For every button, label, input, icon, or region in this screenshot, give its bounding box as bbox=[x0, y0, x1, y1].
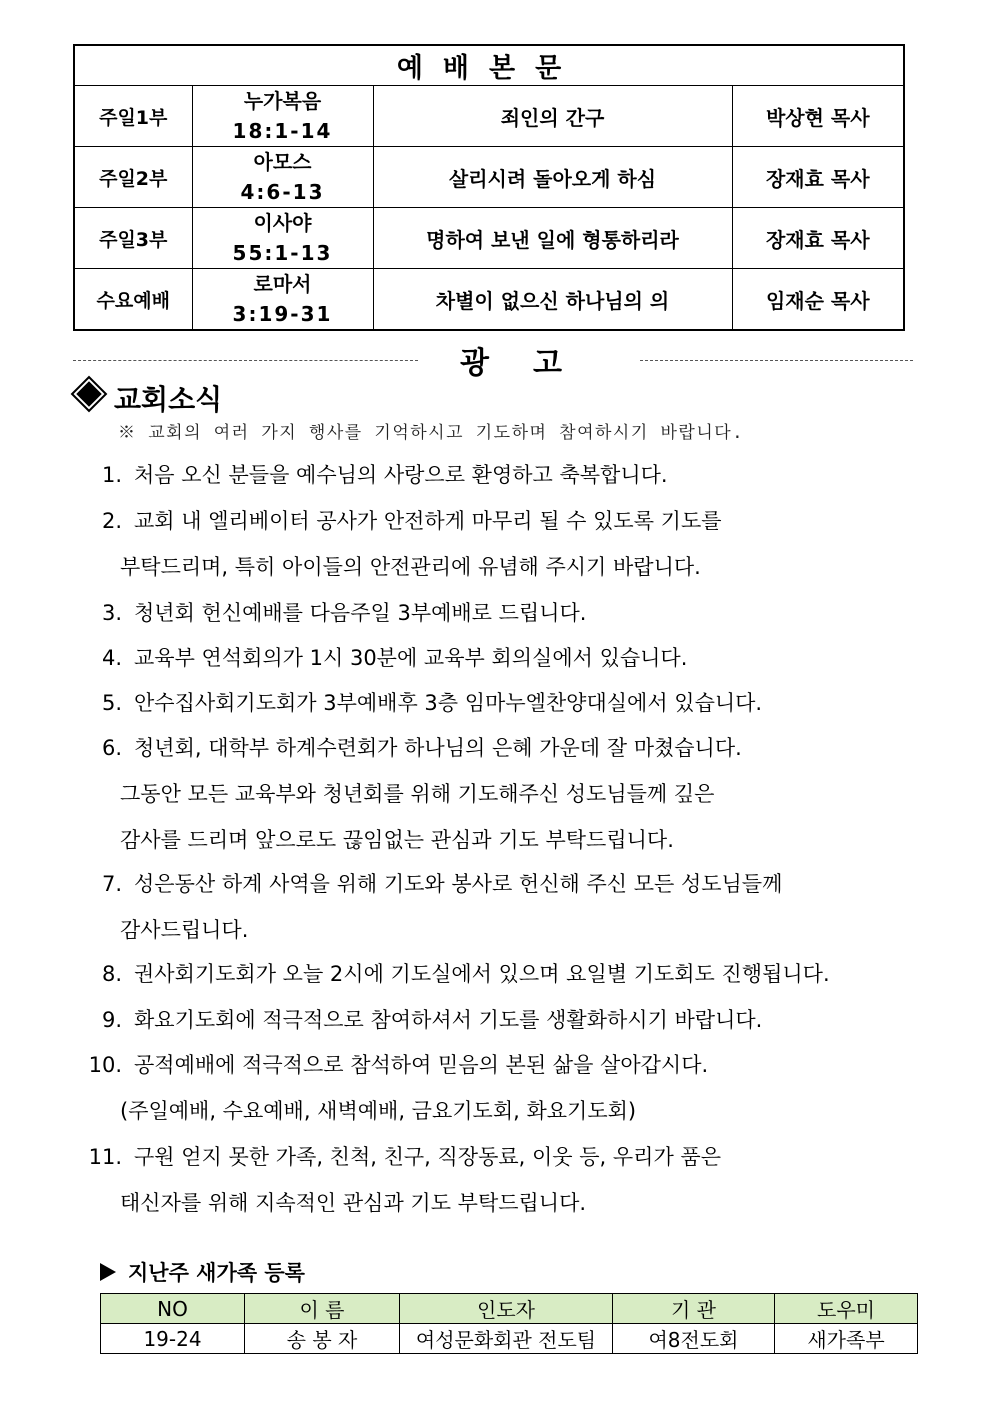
preacher: 장재효 목사 bbox=[732, 147, 904, 208]
notice-text: 청년회, 대학부 하계수련회가 하나님의 은혜 가운데 잘 마쳤습니다. bbox=[134, 736, 742, 760]
notice-number: 3. bbox=[101, 601, 122, 625]
sermon-title: 살리시려 돌아오게 하심 bbox=[373, 147, 732, 208]
notice-text-cont: 감사를 드리며 앞으로도 끊임없는 관심과 기도 부탁드립니다. bbox=[120, 828, 674, 852]
sermon-title: 죄인의 간구 bbox=[373, 86, 732, 147]
notice-text: 공적예배에 적극적으로 참석하여 믿음의 본된 삶을 살아갑시다. bbox=[134, 1053, 709, 1077]
scripture bbox=[192, 208, 373, 269]
notice-item bbox=[72, 951, 902, 997]
worship-title: 예배본문 bbox=[74, 45, 904, 86]
notice-number: 7. bbox=[101, 872, 122, 896]
scripture-ref: 4:6-13 bbox=[240, 180, 325, 204]
preacher: 박상현 목사 bbox=[732, 86, 904, 147]
scripture-ref: 18:1-14 bbox=[232, 119, 333, 143]
notice-number: 6. bbox=[101, 736, 122, 760]
scripture bbox=[192, 86, 373, 147]
notice-number: 4. bbox=[101, 646, 122, 670]
notice-text: 교회 내 엘리베이터 공사가 안전하게 마무리 될 수 있도록 기도를 bbox=[134, 509, 722, 533]
header-cell: NO bbox=[101, 1294, 245, 1324]
ads-title: 광고 bbox=[460, 346, 606, 381]
section-title bbox=[78, 378, 222, 418]
notice-item bbox=[72, 452, 902, 498]
table-cell: 여8전도회 bbox=[613, 1324, 775, 1354]
worship-row bbox=[74, 208, 904, 269]
scripture-book: 이사야 bbox=[253, 211, 312, 235]
notice-text-cont: 태신자를 위해 지속적인 관심과 기도 부탁드립니다. bbox=[120, 1191, 587, 1215]
new-family-title-text: 지난주 새가족 등록 bbox=[128, 1261, 305, 1285]
notice-text-cont: 부탁드리며, 특히 아이들의 안전관리에 유념해 주시기 바랍니다. bbox=[120, 555, 701, 579]
table-cell: 여성문화회관 전도팀 bbox=[400, 1324, 613, 1354]
notice-number: 10. bbox=[88, 1053, 122, 1077]
notice-item bbox=[72, 997, 902, 1043]
table-cell: 19-24 bbox=[101, 1324, 245, 1354]
table-row bbox=[101, 1324, 918, 1354]
header-cell: 도우미 bbox=[775, 1294, 918, 1324]
notice-item bbox=[72, 1042, 902, 1134]
scripture-ref: 3:19-31 bbox=[232, 302, 333, 326]
header-cell: 인도자 bbox=[400, 1294, 613, 1324]
preacher: 장재효 목사 bbox=[732, 208, 904, 269]
header-cell: 기 관 bbox=[613, 1294, 775, 1324]
notice-number: 9. bbox=[101, 1008, 122, 1032]
table-header-row bbox=[101, 1294, 918, 1324]
table-cell: 송 봉 자 bbox=[245, 1324, 400, 1354]
notice-text: 청년회 헌신예배를 다음주일 3부예배로 드립니다. bbox=[134, 601, 587, 625]
new-family-table bbox=[100, 1293, 918, 1354]
ads-header bbox=[73, 338, 913, 381]
notice-text: 권사회기도회가 오늘 2시에 기도실에서 있으며 요일별 기도회도 진행됩니다. bbox=[134, 962, 830, 986]
sermon-title: 차별이 없으신 하나님의 의 bbox=[373, 269, 732, 331]
notice-number: 11. bbox=[88, 1145, 122, 1169]
section-note: ※ 교회의 여러 가지 행사를 기억하시고 기도하며 참여하시기 바랍니다. bbox=[118, 423, 744, 443]
notice-item bbox=[72, 725, 902, 863]
notice-text-cont: 감사드립니다. bbox=[120, 918, 249, 942]
notice-number: 2. bbox=[101, 509, 122, 533]
worship-table bbox=[73, 44, 905, 331]
table-cell: 새가족부 bbox=[775, 1324, 918, 1354]
divider bbox=[73, 360, 418, 361]
triangle-icon bbox=[100, 1263, 116, 1281]
notice-item bbox=[72, 635, 902, 681]
preacher: 임재순 목사 bbox=[732, 269, 904, 331]
service-name: 주일3부 bbox=[74, 208, 192, 269]
notice-number: 8. bbox=[101, 962, 122, 986]
diamond-icon bbox=[73, 378, 104, 409]
service-name: 수요예배 bbox=[74, 269, 192, 331]
notice-text-cont: 그동안 모든 교육부와 청년회를 위해 기도해주신 성도님들께 깊은 bbox=[120, 782, 715, 806]
service-name: 주일1부 bbox=[74, 86, 192, 147]
scripture-book: 아모스 bbox=[253, 150, 312, 174]
notice-text: 처음 오신 분들을 예수님의 사랑으로 환영하고 축복합니다. bbox=[134, 463, 668, 487]
notice-item bbox=[72, 680, 902, 726]
notice-text: 화요기도회에 적극적으로 참여하셔서 기도를 생활화하시기 바랍니다. bbox=[134, 1008, 763, 1032]
notice-number: 5. bbox=[101, 691, 122, 715]
notice-item bbox=[72, 590, 902, 636]
scripture-book: 로마서 bbox=[253, 272, 312, 296]
notice-item bbox=[72, 861, 902, 953]
new-family-title bbox=[100, 1257, 305, 1287]
divider bbox=[640, 360, 913, 361]
notice-text: 교육부 연석회의가 1시 30분에 교육부 회의실에서 있습니다. bbox=[134, 646, 688, 670]
notice-item bbox=[72, 498, 902, 590]
worship-row bbox=[74, 147, 904, 208]
scripture bbox=[192, 147, 373, 208]
notice-item bbox=[72, 1134, 902, 1226]
scripture-book: 누가복음 bbox=[243, 89, 322, 113]
notice-text: 구원 얻지 못한 가족, 친척, 친구, 직장동료, 이웃 등, 우리가 품은 bbox=[134, 1145, 721, 1169]
scripture-ref: 55:1-13 bbox=[232, 241, 333, 265]
service-name: 주일2부 bbox=[74, 147, 192, 208]
notice-text: 성은동산 하계 사역을 위해 기도와 봉사로 헌신해 주신 모든 성도님들께 bbox=[134, 872, 783, 896]
scripture bbox=[192, 269, 373, 331]
notice-text: 안수집사회기도회가 3부예배후 3층 임마누엘찬양대실에서 있습니다. bbox=[134, 691, 763, 715]
sermon-title: 명하여 보낸 일에 형통하리라 bbox=[373, 208, 732, 269]
notice-text-cont: (주일예배, 수요예배, 새벽예배, 금요기도회, 화요기도회) bbox=[120, 1099, 637, 1123]
notice-number: 1. bbox=[101, 463, 122, 487]
section-title-text: 교회소식 bbox=[114, 383, 223, 416]
worship-row bbox=[74, 269, 904, 331]
worship-row bbox=[74, 86, 904, 147]
header-cell: 이 름 bbox=[245, 1294, 400, 1324]
